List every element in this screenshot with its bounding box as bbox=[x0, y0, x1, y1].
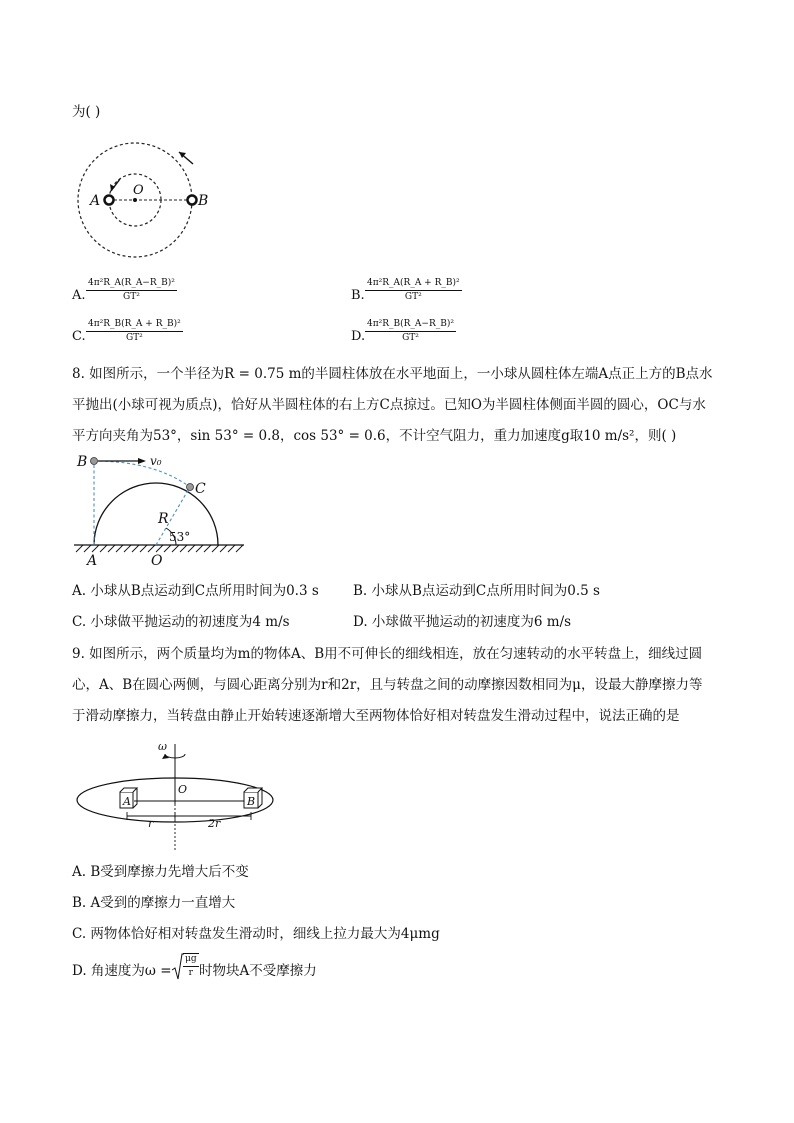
label-B: B bbox=[247, 795, 256, 808]
q9-option-d-fraction: $\frac{\mu g}{r}$ bbox=[185, 954, 197, 978]
center-O bbox=[133, 198, 137, 202]
q9-stem-line2: 心，A、B在圆心两侧，与圆心距离分别为r和2r，且与转盘之间的动摩擦因数相同为μ，设最大静摩擦力等 bbox=[72, 677, 703, 693]
label-angle: 53° bbox=[169, 530, 191, 544]
label-C: C bbox=[195, 481, 206, 497]
q8-option-d: D. 小球做平抛运动的初速度为6 m/s bbox=[353, 614, 572, 630]
label-omega: ω bbox=[158, 740, 167, 753]
q7-option-c-fraction: $\frac{\text{4π²R\_B(R\_A + R\_B)²}}{\text{GT²}}$ bbox=[88, 319, 181, 343]
ground-hatching bbox=[76, 545, 243, 552]
q7-option-b-letter: B. bbox=[351, 288, 365, 303]
q7-stem-tail: 为( ) bbox=[72, 104, 101, 120]
q8-option-c: C. 小球做平抛运动的初速度为4 m/s bbox=[72, 614, 290, 630]
q8-option-b: B. 小球从B点运动到C点所用时间为0.5 s bbox=[353, 583, 600, 599]
label-v0: v₀ bbox=[150, 454, 162, 468]
q9-stem-line3: 于滑动摩擦力，当转盘由静止开始转速逐渐增大至两物体恰好相对转盘发生滑动过程中，说法正确的是 bbox=[72, 708, 680, 724]
q7-option-d-fraction: $\frac{\text{4π²R\_B(R\_A−R\_B)²}}{\text{GT²}}$ bbox=[367, 319, 454, 343]
q8-stem-line1: 8. 如图所示，一个半径为R = 0.75 m的半圆柱体放在水平地面上，一小球从圆柱体左端A点正上方的B点水 bbox=[72, 366, 713, 382]
q8-stem-line2: 平抛出(小球可视为质点)，恰好从半圆柱体的右上方C点掠过。已知O为半圆柱体侧面半圆的圆心，OC与水 bbox=[72, 397, 706, 413]
q9-turntable-figure bbox=[72, 738, 282, 858]
ball-B bbox=[91, 458, 98, 465]
q7-orbit-figure bbox=[78, 138, 218, 268]
q7-option-a-letter: A. bbox=[72, 288, 86, 303]
label-2r: 2r bbox=[208, 817, 221, 830]
q8-option-a: A. 小球从B点运动到C点所用时间为0.3 s bbox=[72, 583, 319, 599]
q9-option-d-suffix: 时物块A不受摩擦力 bbox=[199, 963, 317, 979]
q7-option-a-fraction: $\frac{\text{4π²R\_A(R\_A−R\_B)²}}{\text{GT²}}$ bbox=[88, 278, 175, 302]
q9-stem-line1: 9. 如图所示，两个质量均为m的物体A、B用不可伸长的细线相连，放在匀速转动的水平转盘上，细线过圆 bbox=[72, 646, 703, 662]
label-O: O bbox=[151, 553, 163, 569]
q7-option-b-fraction: $\frac{\text{4π²R\_A(R\_A + R\_B)²}}{\text{GT²}}$ bbox=[367, 278, 460, 302]
point-C bbox=[187, 484, 194, 491]
star-B bbox=[188, 196, 197, 205]
star-A bbox=[105, 196, 114, 205]
label-A: A bbox=[123, 795, 131, 808]
label-R: R bbox=[158, 511, 169, 527]
q9-option-c: C. 两物体恰好相对转盘发生滑动时，细线上拉力最大为4μmg bbox=[72, 926, 440, 942]
q9-option-a: A. B受到摩擦力先增大后不变 bbox=[72, 864, 249, 880]
label-O: O bbox=[178, 783, 188, 796]
label-B: B bbox=[198, 193, 209, 209]
label-A: A bbox=[87, 553, 98, 569]
label-A: A bbox=[90, 193, 101, 209]
label-r: r bbox=[148, 817, 154, 830]
label-O: O bbox=[133, 183, 144, 198]
q7-option-d-letter: D. bbox=[351, 329, 366, 344]
q8-stem-line3: 平方向夹角为53°，sin 53° = 0.8，cos 53° = 0.6，不计空气阻力，重力加速度g取10 m/s²，则( ) bbox=[72, 428, 677, 444]
q9-option-d-prefix: D. 角速度为ω = bbox=[72, 963, 172, 979]
q9-option-b: B. A受到的摩擦力一直增大 bbox=[72, 895, 236, 911]
trajectory-dashed bbox=[94, 461, 190, 487]
q8-semicylinder-figure bbox=[72, 450, 252, 570]
q7-option-c-letter: C. bbox=[72, 329, 86, 344]
label-B: B bbox=[77, 454, 88, 470]
